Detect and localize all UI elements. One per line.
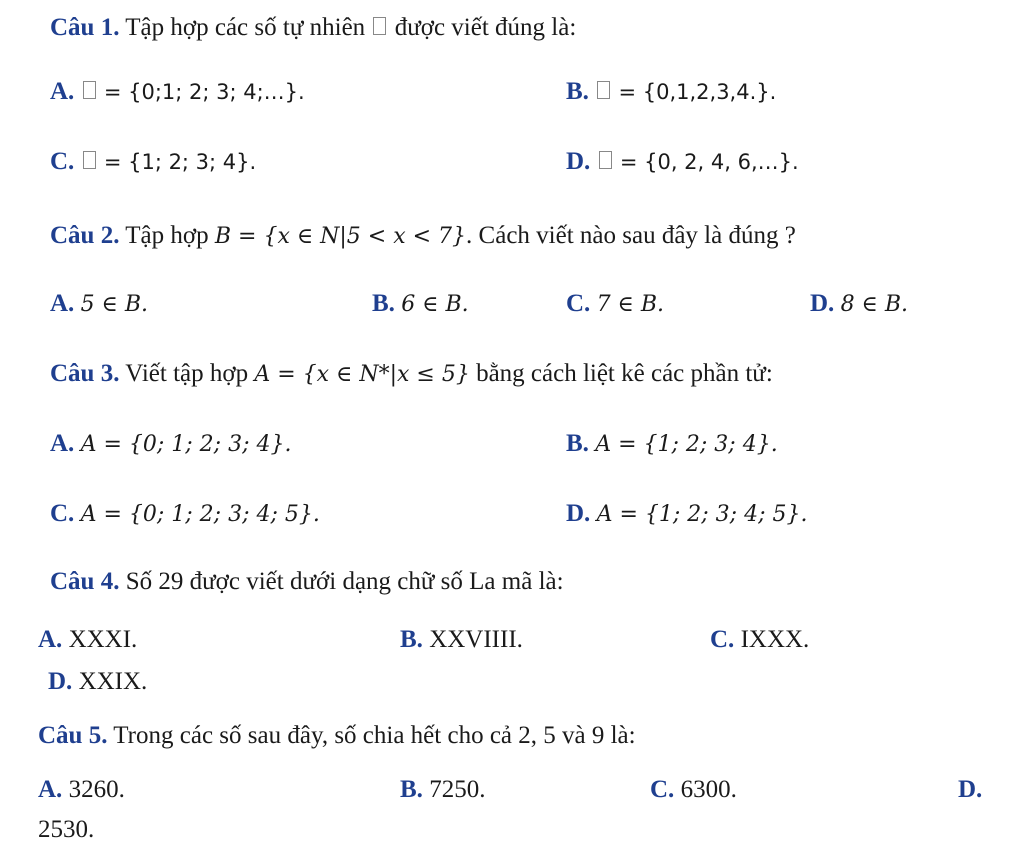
- option-content: = {0, 2, 4, 6,…}.: [619, 150, 799, 174]
- option-content: 7250.: [429, 776, 486, 803]
- question-text: bằng cách liệt kê các phần tử:: [476, 360, 773, 387]
- question-text: được viết đúng là:: [394, 14, 577, 41]
- option-label: A.: [50, 290, 75, 317]
- q3-option-c[interactable]: [50, 500, 320, 528]
- option-content: 6 ∈ B.: [401, 292, 469, 317]
- q3-option-a[interactable]: [50, 430, 291, 458]
- q3-option-b[interactable]: [566, 430, 778, 458]
- q1-option-c[interactable]: [50, 148, 256, 176]
- option-label: C.: [710, 626, 735, 653]
- option-label: D.: [810, 290, 835, 317]
- option-content: = {1; 2; 3; 4}.: [103, 150, 257, 174]
- option-label: A.: [50, 430, 75, 457]
- q1-option-b[interactable]: [566, 78, 776, 106]
- q4-option-b[interactable]: [400, 626, 523, 654]
- q4-option-d[interactable]: [48, 668, 147, 696]
- q5-option-b[interactable]: [400, 776, 485, 804]
- option-label: D.: [566, 148, 591, 175]
- option-content: 2530.: [38, 816, 95, 843]
- option-content: A = {1; 2; 3; 4; 5}.: [596, 502, 808, 527]
- option-label: D.: [566, 500, 591, 527]
- q5-option-a[interactable]: [38, 776, 125, 804]
- q3-option-d[interactable]: [566, 500, 807, 528]
- question-1: [50, 14, 576, 42]
- option-content: XXXI.: [68, 626, 138, 653]
- option-content: XXIX.: [78, 668, 148, 695]
- option-label: D.: [958, 776, 983, 803]
- option-label: B.: [400, 776, 423, 803]
- q2-option-a[interactable]: [50, 290, 148, 318]
- option-content: = {0,1,2,3,4.}.: [618, 80, 777, 104]
- option-content: A = {1; 2; 3; 4}.: [595, 432, 778, 457]
- q2-option-b[interactable]: [372, 290, 469, 318]
- option-label: C.: [50, 148, 75, 175]
- option-label: A.: [38, 626, 63, 653]
- q5-option-c[interactable]: [650, 776, 737, 804]
- option-content: 6300.: [680, 776, 737, 803]
- option-content: = {0;1; 2; 3; 4;…}.: [103, 80, 305, 104]
- option-content: A = {0; 1; 2; 3; 4; 5}.: [80, 502, 320, 527]
- question-3: [50, 360, 773, 388]
- option-content: XXVIIII.: [429, 626, 523, 653]
- option-label: D.: [48, 668, 73, 695]
- option-content: 7 ∈ B.: [596, 292, 664, 317]
- q5-option-d[interactable]: [958, 776, 982, 804]
- missing-glyph-icon: [599, 151, 612, 169]
- option-label: C.: [650, 776, 675, 803]
- question-text: Trong các số sau đây, số chia hết cho cả 2, 5 và 9 là:: [113, 722, 636, 749]
- question-label: Câu 1.: [50, 14, 120, 41]
- missing-glyph-icon: [597, 81, 610, 99]
- q1-option-a[interactable]: [50, 78, 305, 106]
- option-label: B.: [372, 290, 395, 317]
- question-text: Tập hợp các số tự nhiên: [125, 14, 366, 41]
- option-label: A.: [50, 78, 75, 105]
- q4-option-a[interactable]: [38, 626, 137, 654]
- question-label: Câu 2.: [50, 222, 120, 249]
- option-label: B.: [566, 78, 589, 105]
- q2-option-c[interactable]: [566, 290, 664, 318]
- question-text: Tập hợp: [125, 222, 209, 249]
- question-5: [38, 722, 636, 750]
- question-label: Câu 3.: [50, 360, 120, 387]
- missing-glyph-icon: [373, 17, 386, 35]
- q2-option-d[interactable]: [810, 290, 908, 318]
- option-label: B.: [400, 626, 423, 653]
- question-label: Câu 4.: [50, 568, 120, 595]
- question-text: Số 29 được viết dưới dạng chữ số La mã là:: [125, 568, 564, 595]
- option-content: 5 ∈ B.: [80, 292, 148, 317]
- missing-glyph-icon: [83, 81, 96, 99]
- option-content: IXXX.: [740, 626, 810, 653]
- question-text: Viết tập hợp: [125, 360, 249, 387]
- question-label: Câu 5.: [38, 722, 108, 749]
- option-label: C.: [50, 500, 75, 527]
- option-label: C.: [566, 290, 591, 317]
- option-content: A = {0; 1; 2; 3; 4}.: [80, 432, 292, 457]
- missing-glyph-icon: [83, 151, 96, 169]
- set-definition: B = {x ∈ N|5 < x < 7}: [214, 224, 467, 249]
- question-4: [50, 568, 564, 596]
- question-text: . Cách viết nào sau đây là đúng ?: [466, 222, 796, 249]
- option-content: 8 ∈ B.: [840, 292, 908, 317]
- option-label: A.: [38, 776, 63, 803]
- q5-option-d-value: [38, 816, 94, 844]
- set-definition: A = {x ∈ N*|x ≤ 5}: [254, 362, 470, 387]
- q1-option-d[interactable]: [566, 148, 799, 176]
- question-2: [50, 222, 796, 250]
- option-label: B.: [566, 430, 589, 457]
- option-content: 3260.: [68, 776, 125, 803]
- q4-option-c[interactable]: [710, 626, 809, 654]
